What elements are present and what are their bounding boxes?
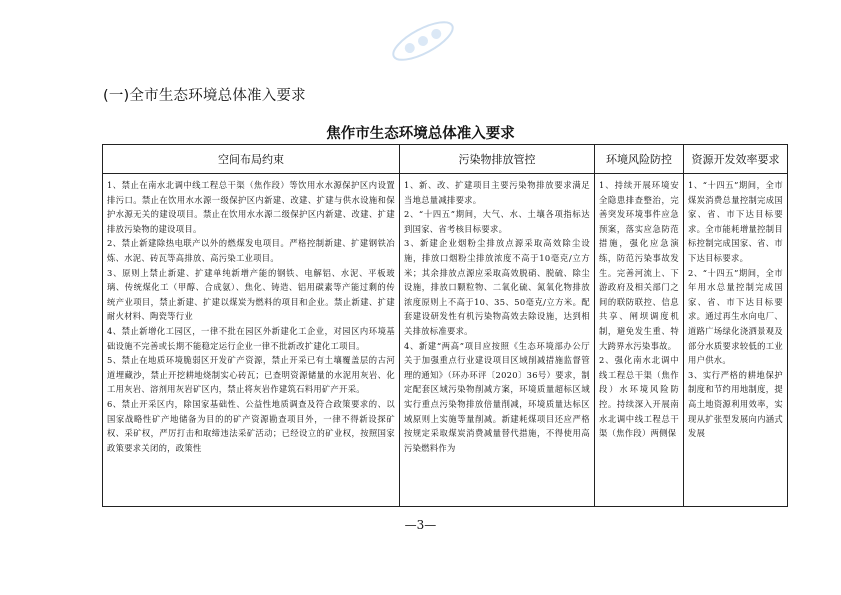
paragraph: 1、持续开展环境安全隐患排查整治，完善突发环境事件应急预案，落实应急防范措施，强化应急演练，防范污染事故发生。完善河流上、下游政府及相关部门之间的联防联控、信息共享、闸坝调度机制，避免发生重、特大跨界水污染事故。 bbox=[599, 180, 679, 351]
column-resource-efficiency bbox=[684, 145, 787, 506]
column-header: 资源开发效率要求 bbox=[684, 145, 787, 174]
paragraph: 4、禁止新增化工园区，一律不批在园区外新建化工企业，对园区内环境基础设施不完善或长期不能稳定运行企业一律不批新改扩建化工项目。 bbox=[107, 325, 395, 351]
paragraph: 4、新建“两高”项目应按照《生态环境部办公厅关于加强重点行业建设项目区域削减措施监督管理的通知》（环办环评〔2020〕36号）要求，制定配套区域污染物削减方案，环境质量超标区域实行重点污染物排放倍量削减，环境质量达标区域原则上实施等量削减。新建耗煤项目还应严格按规定采取煤炭消费减量替代措施，不得使用高污染燃料作为 bbox=[404, 340, 590, 453]
column-header: 污染物排放管控 bbox=[400, 145, 594, 174]
paragraph: 1、“十四五”期间，全市煤炭消费总量控制完成国家、省、市下达目标要求。全市能耗增量控制目标控制完成国家、省、市下达目标要求。 bbox=[688, 180, 783, 263]
paragraph: 2、“十四五”期间，大气、水、土壤各项指标达到国家、省考核目标要求。 bbox=[404, 209, 590, 234]
column-spatial-layout bbox=[103, 145, 400, 506]
paragraph: 3、实行严格的耕地保护制度和节约用地制度，提高土地资源利用效率，实现从扩张型发展向内涵式发展 bbox=[688, 369, 783, 439]
paragraph: 5、禁止在地质环境脆弱区开发矿产资源，禁止开采已有土壤覆盖层的古河道埋藏沙，禁止开挖耕地烧制实心砖瓦；已查明资源储量的水泥用灰岩、化工用灰岩、溶剂用灰岩矿区内，禁止将灰岩作建筑石料用矿产开采。 bbox=[107, 355, 395, 395]
paragraph: 1、新、改、扩建项目主要污染物排放要求满足当地总量减排要求。 bbox=[404, 180, 590, 205]
paragraph: 3、原则上禁止新建、扩建单纯新增产能的钢铁、电解铝、水泥、平板玻璃、传统煤化工（甲醇、合成氨）、焦化、铸造、铝用碳素等产能过剩的传统产业项目，禁止新建、扩建以煤炭为燃料的项目和企业。禁止新建、扩建耐火材料、陶瓷等行业 bbox=[107, 267, 395, 322]
column-body bbox=[595, 174, 683, 504]
column-body bbox=[400, 174, 594, 504]
watermark-logo bbox=[385, 11, 461, 70]
section-heading: (一)全市生态环境总体准入要求 bbox=[103, 88, 306, 104]
column-body bbox=[103, 174, 399, 504]
paragraph: 1、禁止在南水北调中线工程总干渠（焦作段）等饮用水水源保护区内设置排污口。禁止在饮用水水源一级保护区内新建、改建、扩建与供水设施和保护水源无关的建设项目。禁止在饮用水水源二级保护区内新建、改建、扩建排放污染物的建设项目。 bbox=[107, 180, 395, 234]
column-pollutant-control bbox=[400, 145, 595, 506]
paragraph: 2、禁止新建除热电联产以外的燃煤发电项目。严格控制新建、扩建钢铁冶炼、水泥、砖瓦等高排放、高污染工业项目。 bbox=[107, 238, 395, 263]
column-risk-control bbox=[595, 145, 684, 506]
column-header: 环境风险防控 bbox=[595, 145, 683, 174]
paragraph: 3、新建企业烟粉尘排放点源采取高效除尘设施，排放口烟粉尘排放浓度不高于10毫克/立方米；其余排放点源应采取高效脱硝、脱硫、除尘设施，排放口颗粒物、二氧化硫、氮氧化物排放浓度原则上不高于10、35、50毫克/立方米。配套建设研发性有机污染物高效去除设施，达到相关排放标准要求。 bbox=[404, 238, 590, 336]
column-body bbox=[684, 174, 787, 504]
paragraph: 2、强化南水北调中线工程总干渠（焦作段）水环境风险防控。持续深入开展南水北调中线工程总干渠（焦作段）两侧保 bbox=[599, 355, 679, 439]
paragraph: 6、禁止开采区内，除国家基础性、公益性地质调查及符合政策要求的、以国家战略性矿产地储备为目的的矿产资源勘查项目外，一律不得新设探矿权、采矿权，严厉打击和取缔违法采矿活动；已经设立的矿业权，按照国家政策要求关闭的，政策性 bbox=[107, 398, 395, 453]
paragraph: 2、“十四五”期间，全市年用水总量控制完成国家、省、市下达目标要求。通过再生水向电厂、道路广场绿化浇洒景观及部分水质要求较低的工业用户供水。 bbox=[688, 267, 783, 366]
column-header: 空间布局约束 bbox=[103, 145, 399, 174]
requirements-table bbox=[102, 144, 788, 507]
table-title: 焦作市生态环境总体准入要求 bbox=[326, 126, 515, 142]
page-number: —3— bbox=[404, 518, 437, 532]
